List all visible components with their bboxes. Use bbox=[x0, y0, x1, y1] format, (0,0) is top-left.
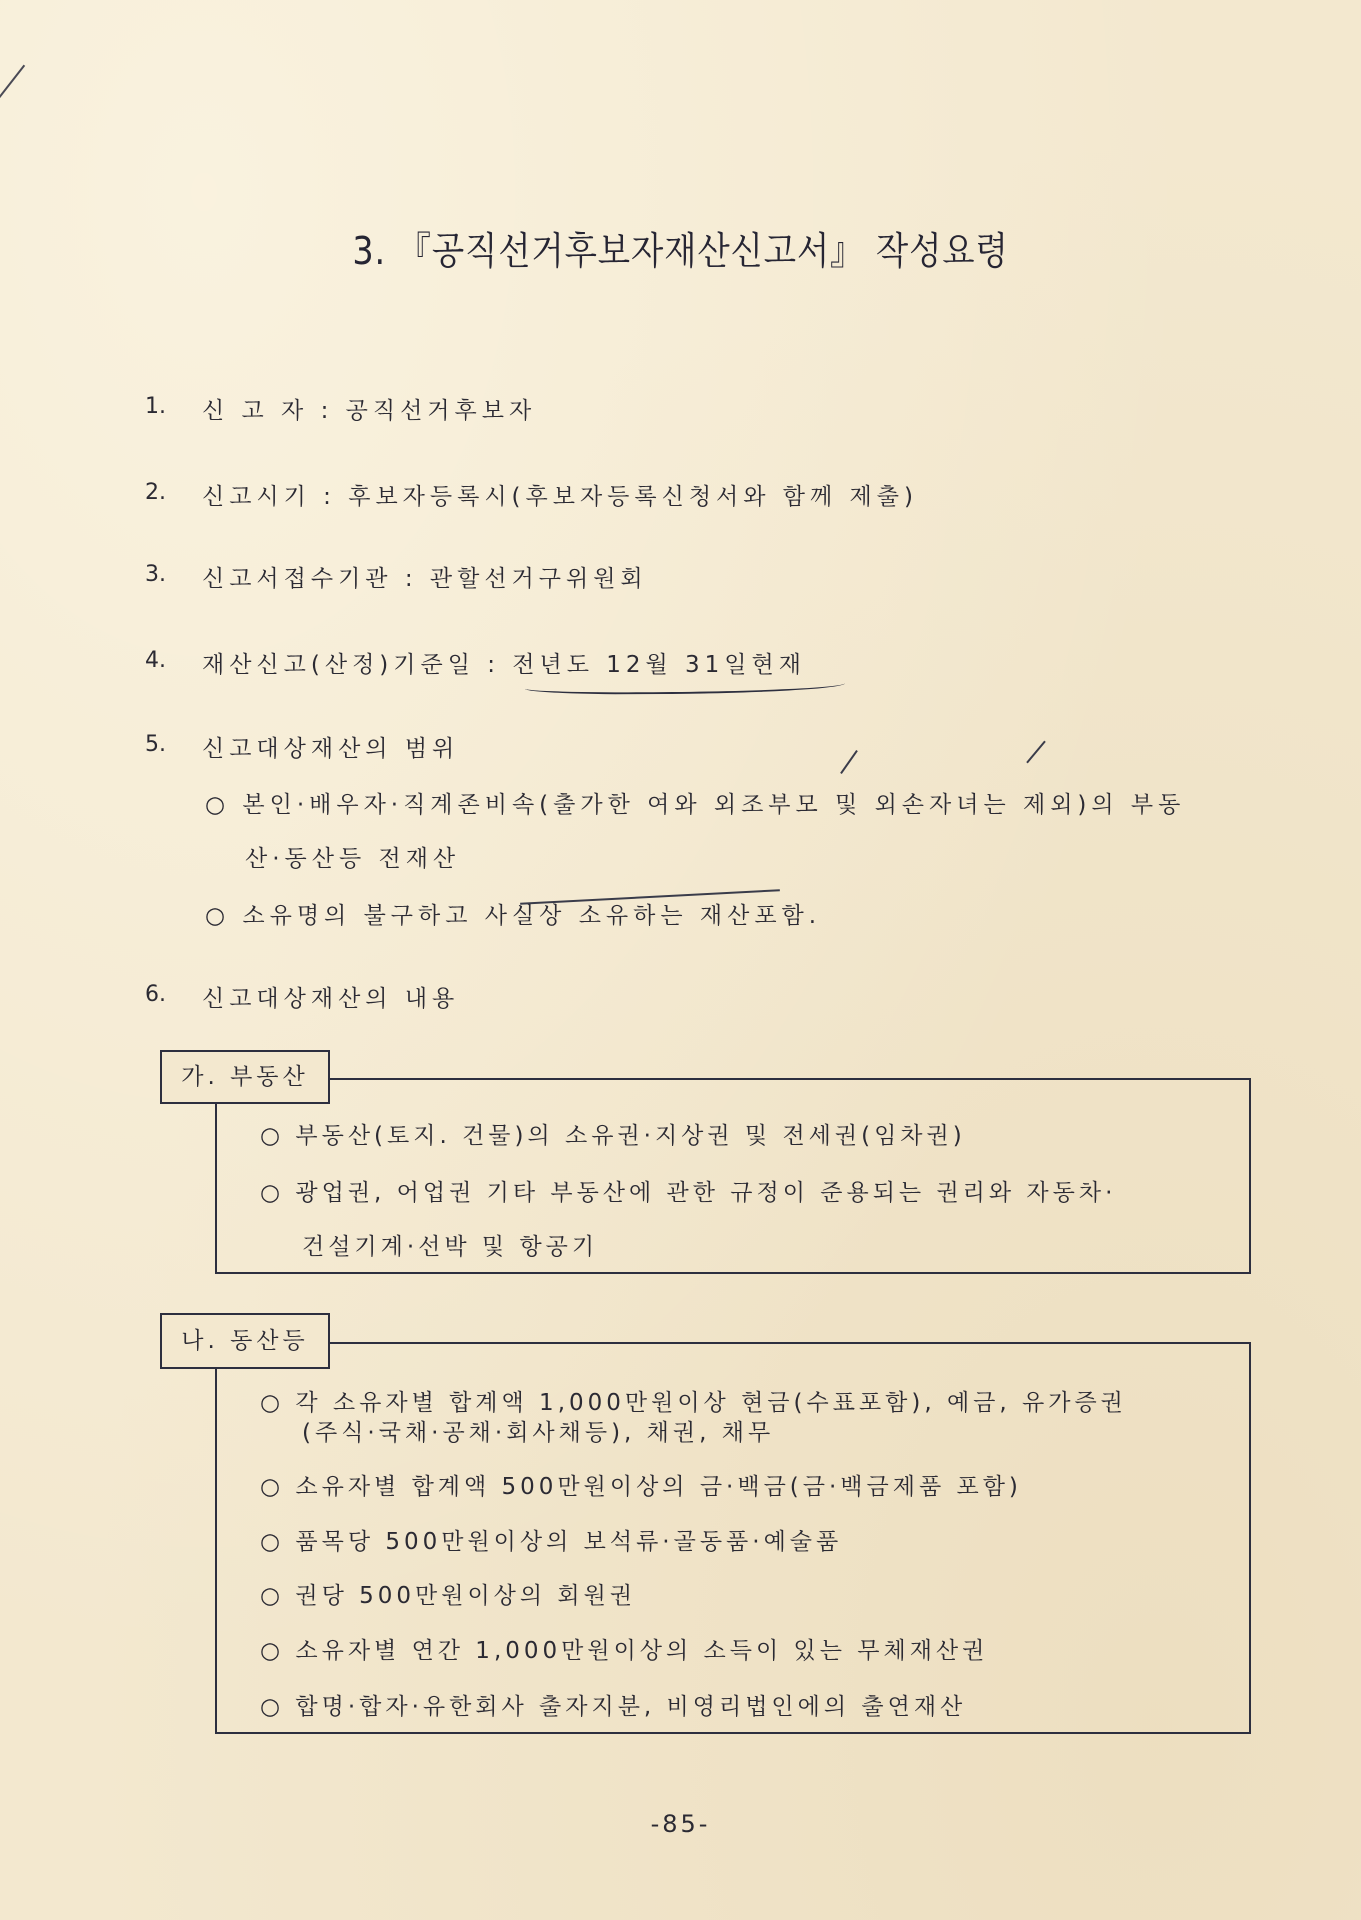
movables-line: ○ 합명·합자·유한회사 출자지분, 비영리법인에의 출연재산 bbox=[260, 1694, 967, 1720]
item-reporter: 신 고 자 : 공직선거후보자 bbox=[202, 398, 537, 424]
item-number: 1. bbox=[145, 394, 166, 419]
real-estate-line: ○ 광업권, 어업권 기타 부동산에 관한 규정이 준용되는 권리와 자동차· bbox=[260, 1180, 1117, 1206]
item-number: 2. bbox=[145, 480, 166, 505]
movables-line: ○ 권당 500만원이상의 회원권 bbox=[260, 1583, 637, 1609]
item-scope-heading: 신고대상재산의 범위 bbox=[202, 736, 460, 762]
page-number: -85- bbox=[650, 1810, 711, 1838]
movables-line: ○ 소유자별 합계액 500만원이상의 금·백금(금·백금제품 포함) bbox=[260, 1474, 1022, 1500]
item-number: 6. bbox=[145, 982, 166, 1007]
item-number: 5. bbox=[145, 732, 166, 757]
real-estate-label: 가. 부동산 bbox=[160, 1050, 330, 1104]
scope-line: 산·동산등 전재산 bbox=[245, 846, 461, 872]
scope-line: ○ 본인·배우자·직계존비속(출가한 여와 외조부모 및 외손자녀는 제외)의 부동 bbox=[205, 792, 1186, 818]
scope-line: ○ 소유명의 불구하고 사실상 소유하는 재산포함. bbox=[205, 903, 822, 929]
handwritten-underline bbox=[525, 677, 845, 695]
movables-line: ○ 소유자별 연간 1,000만원이상의 소득이 있는 무체재산권 bbox=[260, 1638, 989, 1664]
real-estate-line: 건설기계·선박 및 항공기 bbox=[302, 1234, 599, 1260]
item-number: 4. bbox=[145, 648, 166, 673]
page-title: 3. 『공직선거후보자재산신고서』 작성요령 bbox=[352, 229, 1009, 273]
movables-line: (주식·국채·공채·회사채등), 채권, 채무 bbox=[302, 1420, 775, 1446]
real-estate-line: ○ 부동산(토지. 건물)의 소유권·지상권 및 전세권(임차권) bbox=[260, 1123, 966, 1149]
handwritten-tick bbox=[1026, 741, 1046, 764]
item-receiving-agency: 신고서접수기관 : 관할선거구위원회 bbox=[202, 566, 648, 592]
pen-mark bbox=[0, 65, 25, 106]
handwritten-tick bbox=[840, 750, 858, 774]
item-number: 3. bbox=[145, 562, 166, 587]
item-reference-date: 재산신고(산정)기준일 : 전년도 12월 31일현재 bbox=[202, 652, 806, 678]
movables-line: ○ 품목당 500만원이상의 보석류·골동품·예술품 bbox=[260, 1529, 843, 1555]
item-contents-heading: 신고대상재산의 내용 bbox=[202, 986, 460, 1012]
item-reporting-time: 신고시기 : 후보자등록시(후보자등록신청서와 함께 제출) bbox=[202, 484, 918, 510]
movables-label: 나. 동산등 bbox=[160, 1313, 330, 1369]
movables-line: ○ 각 소유자별 합계액 1,000만원이상 현금(수표포함), 예금, 유가증권 bbox=[260, 1390, 1127, 1416]
